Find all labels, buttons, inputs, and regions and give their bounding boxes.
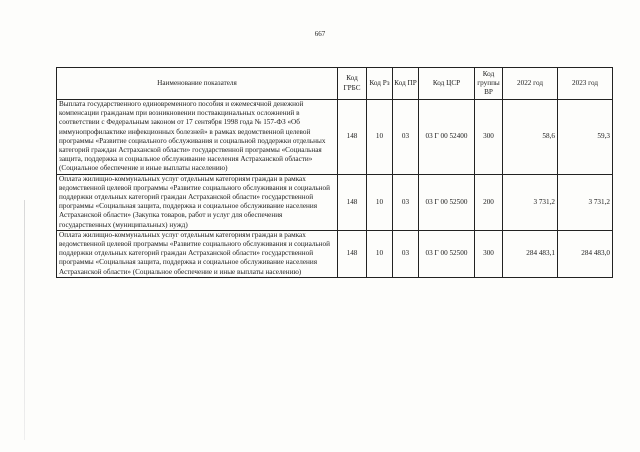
- row-pr: 03: [393, 174, 419, 230]
- row-rz: 10: [367, 230, 393, 277]
- header-2023: 2023 год: [558, 68, 613, 100]
- row-rz: 10: [367, 174, 393, 230]
- row-csr: 03 Г 00 52500: [419, 174, 475, 230]
- header-grbs: Код ГРБС: [338, 68, 367, 100]
- header-vr: Код группы ВР: [475, 68, 503, 100]
- row-rz: 10: [367, 100, 393, 175]
- row-name: Оплата жилищно-коммунальных услуг отдельным категориям граждан в рамках ведомственной целевой программы «Развитие социального обслуживания и социальной поддержки отдельных категорий граждан Астраханской области» государственной программы «Социальная защита, поддержка и социальное обслуживание населения Астраханской области» (Закупка товаров, работ и услуг для обеспечения государственных (муниципальных) нужд): [57, 174, 338, 230]
- budget-table: [56, 67, 613, 278]
- row-2023: 59,3: [558, 100, 613, 175]
- header-2022: 2022 год: [503, 68, 558, 100]
- row-pr: 03: [393, 100, 419, 175]
- row-2022: 58,6: [503, 100, 558, 175]
- header-rz: Код Рз: [367, 68, 393, 100]
- row-2023: 3 731,2: [558, 174, 613, 230]
- row-vr: 200: [475, 174, 503, 230]
- row-vr: 300: [475, 100, 503, 175]
- table-row: [57, 174, 613, 230]
- row-2022: 3 731,2: [503, 174, 558, 230]
- header-pr: Код ПР: [393, 68, 419, 100]
- row-name: Выплата государственного единовременного пособия и ежемесячной денежной компенсации гражданам при возникновении поствакцинальных осложнений в соответствии с Федеральным законом от 17 сентября 1998 года № 157-ФЗ «Об иммунопрофилактике инфекционных болезней» в рамках ведомственной целевой программы «Развитие социального обслуживания и социальной поддержки отдельных категорий граждан Астраханской области» государственной программы «Социальная защита, поддержка и социальное обслуживание населения Астраханской области» (Социальное обеспечение и иные выплаты населению): [57, 100, 338, 175]
- table-header-row: [57, 68, 613, 100]
- row-grbs: 148: [338, 230, 367, 277]
- row-name: Оплата жилищно-коммунальных услуг отдельным категориям граждан в рамках ведомственной целевой программы «Развитие социального обслуживания и социальной поддержки отдельных категорий граждан Астраханской области» государственной программы «Социальная защита, поддержка и социальное обслуживание населения Астраханской области» (Социальное обеспечение и иные выплаты населению): [57, 230, 338, 277]
- page-number: 667: [314, 30, 326, 38]
- header-name: Наименование показателя: [57, 68, 338, 100]
- row-2022: 284 483,1: [503, 230, 558, 277]
- row-csr: 03 Г 00 52400: [419, 100, 475, 175]
- table-row: [57, 230, 613, 277]
- row-vr: 300: [475, 230, 503, 277]
- header-csr: Код ЦСР: [419, 68, 475, 100]
- table-row: [57, 100, 613, 175]
- row-2023: 284 483,0: [558, 230, 613, 277]
- row-csr: 03 Г 00 52500: [419, 230, 475, 277]
- row-pr: 03: [393, 230, 419, 277]
- row-grbs: 148: [338, 100, 367, 175]
- scan-edge-shadow: [24, 200, 25, 440]
- row-grbs: 148: [338, 174, 367, 230]
